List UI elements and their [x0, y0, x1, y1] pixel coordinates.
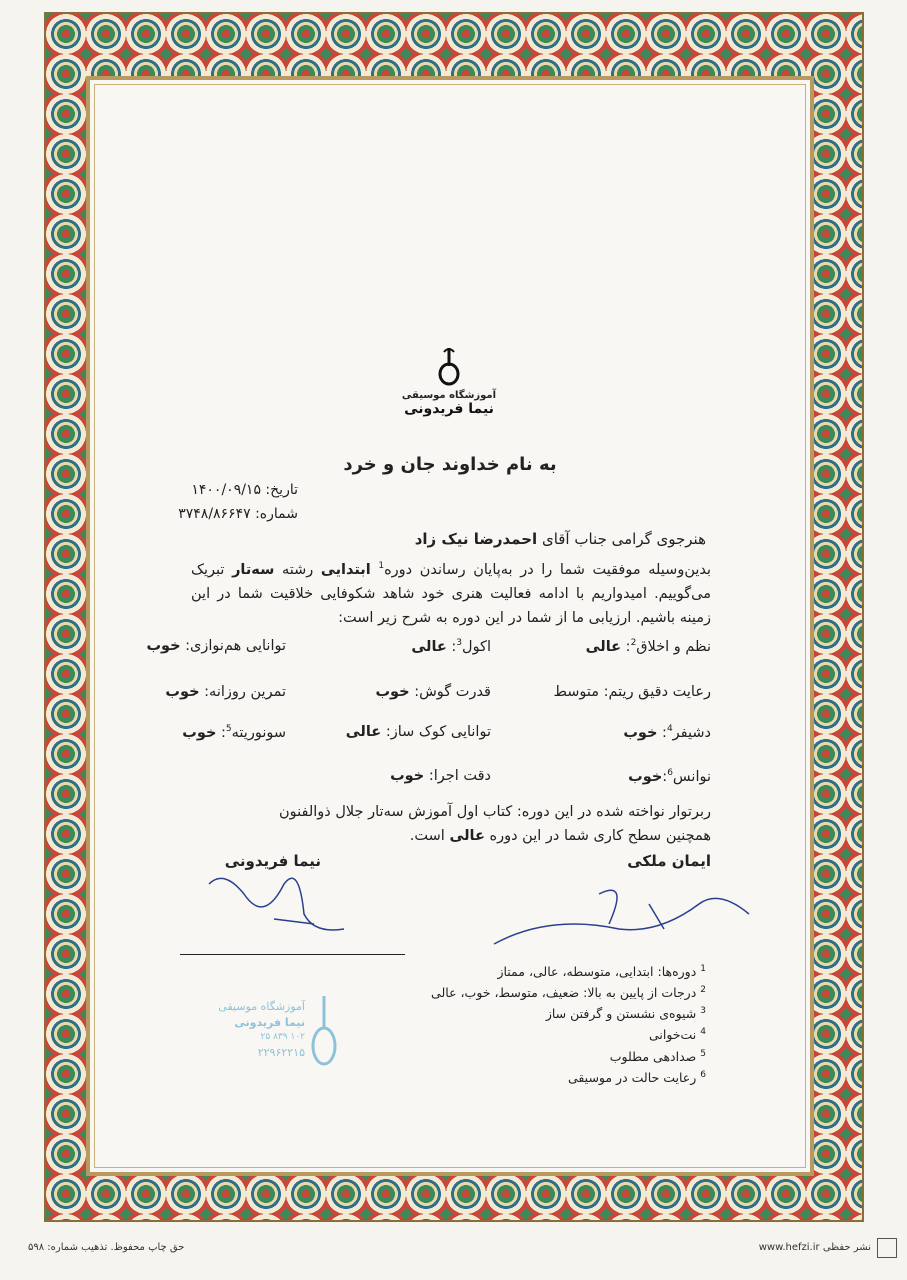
stamp-line-4: ۲۲۹۶۲۲۱۵	[257, 1046, 305, 1059]
stamp-line-3: ۱۰۲ ۸۳۹ ۲۵	[260, 1032, 305, 1042]
eval-row-1	[94, 638, 806, 662]
greeting-prefix: هنرجوی گرامی جناب آقای	[541, 530, 706, 548]
certificate-content	[94, 84, 806, 1168]
eval-row-4	[94, 768, 806, 792]
footnote: $^3$ شیوه‌ی نشستن و گرفتن ساز	[545, 1006, 706, 1022]
eval-item: سونوریته$^5$: خوب	[182, 724, 286, 741]
eval-row-3	[94, 724, 806, 748]
bottom-bar	[0, 1236, 907, 1266]
eval-item: رعایت دقیق ریتم: متوسط	[553, 684, 711, 700]
level-line: همچنین سطح کاری شما در این دوره عالی است.	[409, 828, 711, 844]
publisher-text: www.hefzi.ir نشر حفظی	[758, 1242, 871, 1253]
footnote: $^2$ درجات از پایین به بالا: ضعیف، متوسط، خوب، عالی	[431, 985, 706, 1001]
logo-subtitle: آموزشگاه موسیقی	[401, 390, 497, 401]
date-label: تاریخ:	[265, 482, 298, 498]
instrument: سه‌تار	[232, 561, 275, 578]
footnotes	[431, 960, 706, 1087]
logo-name: نیما فریدونی	[404, 401, 494, 417]
number-line	[178, 506, 298, 522]
basmala: به نام خداوند جان و خرد	[343, 454, 557, 475]
eval-item: نظم و اخلاق$^2$: عالی	[585, 638, 711, 655]
notes	[191, 800, 711, 848]
publisher-logo-icon	[877, 1238, 897, 1258]
eval-row-2	[94, 684, 806, 708]
eval-item: قدرت گوش: خوب	[375, 684, 491, 700]
signature-line-left	[180, 954, 405, 955]
eval-item: توانایی هم‌نوازی: خوب	[146, 638, 286, 654]
footnote: $^5$ صدادهی مطلوب	[609, 1048, 706, 1064]
setar-icon	[434, 346, 464, 386]
number-label: شماره:	[255, 506, 298, 522]
footnote: $^1$ دوره‌ها: ابتدایی، متوسطه، عالی، ممتاز	[497, 964, 706, 980]
para-part-3: تبریک می‌گوییم. امیدواریم با ادامه فعالیت هنری خود شاهد شکوفایی خلاقیت شما در این زمینه باشیم. ارزیابی ما از شما در این دوره به شرح زیر است:	[191, 561, 711, 626]
stamp-line-2: نیما فریدونی	[234, 1016, 305, 1029]
course-level: ابتدایی	[320, 561, 371, 578]
eval-item: توانایی کوک ساز: عالی	[345, 724, 491, 740]
date-line	[191, 482, 298, 498]
footnote-ref-1: 1	[378, 561, 385, 571]
signature-right-graphic	[489, 874, 759, 954]
number-value: ۳۷۴۸/۸۶۶۴۷	[178, 506, 251, 522]
body-paragraph	[191, 554, 711, 630]
student-name: احمدرضا نیک زاد	[414, 530, 538, 548]
date-value: ۱۴۰۰/۰۹/۱۵	[191, 482, 261, 498]
repertoire-line: ربرتوار نواخته شده در این دوره: کتاب اول آموزش سه‌تار جلال ذوالفنون	[278, 804, 711, 820]
footnote: $^4$ نت‌خوانی	[648, 1027, 706, 1043]
school-stamp	[199, 994, 339, 1074]
signature-name-left: نیما فریدونی	[224, 852, 321, 870]
eval-item: دشیفر$^4$: خوب	[623, 724, 711, 741]
greeting	[415, 530, 706, 548]
para-part-2: رشته	[281, 561, 314, 578]
stamp-setar-icon	[309, 994, 339, 1069]
eval-item: نوانس$^6$:خوب	[628, 768, 711, 785]
eval-item: دقت اجرا: خوب	[390, 768, 491, 784]
para-part-1: بدین‌وسیله موفقیت شما را در به‌پایان رساندن دوره	[384, 561, 712, 578]
stamp-line-1: آموزشگاه موسیقی	[218, 1000, 305, 1013]
eval-item: تمرین روزانه: خوب	[165, 684, 286, 700]
signature-name-right: ایمان ملکی	[627, 852, 711, 870]
signature-left-graphic	[204, 864, 354, 944]
eval-item: اکول$^3$: عالی	[411, 638, 491, 655]
copyright-text: حق چاپ محفوظ. تذهیب شماره: ۵۹۸	[28, 1242, 185, 1253]
school-logo	[399, 346, 499, 436]
footnote: $^6$ رعایت حالت در موسیقی	[567, 1069, 706, 1085]
